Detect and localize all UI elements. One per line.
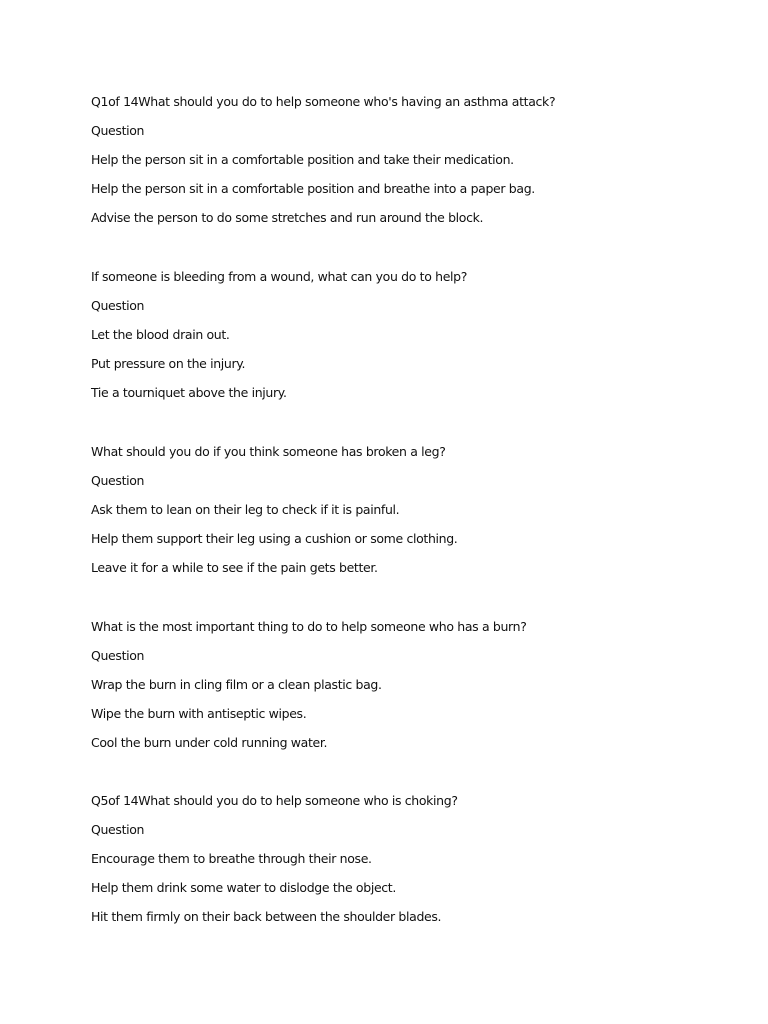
question-prompt: What is the most important thing to do to help someone who has a burn? [91,619,527,634]
answer-option: Help the person sit in a comfortable position and take their medication. [91,152,514,167]
question-prompt: Q5of 14What should you do to help someone who is choking? [91,793,458,808]
answer-option: Help them support their leg using a cushion or some clothing. [91,531,458,546]
question-block-4 [91,619,731,764]
answer-option: Put pressure on the injury. [91,356,246,371]
question-prompt: If someone is bleeding from a wound, what can you do to help? [91,269,468,284]
answer-option: Help the person sit in a comfortable position and breathe into a paper bag. [91,181,535,196]
question-block-3 [91,444,731,589]
answer-option: Ask them to lean on their leg to check if it is painful. [91,502,400,517]
question-prompt: What should you do if you think someone has broken a leg? [91,444,446,459]
question-block-1 [91,94,731,239]
question-block-5 [91,793,731,938]
answer-option: Tie a tourniquet above the injury. [91,385,287,400]
answer-option: Hit them firmly on their back between the shoulder blades. [91,909,442,924]
answer-option: Help them drink some water to dislodge the object. [91,880,396,895]
answer-option: Cool the burn under cold running water. [91,735,328,750]
question-label: Question [91,822,145,837]
question-prompt: Q1of 14What should you do to help someone who's having an asthma attack? [91,94,556,109]
answer-option: Wrap the burn in cling film or a clean plastic bag. [91,677,382,692]
answer-option: Leave it for a while to see if the pain gets better. [91,560,378,575]
answer-option: Advise the person to do some stretches and run around the block. [91,210,484,225]
answer-option: Wipe the burn with antiseptic wipes. [91,706,307,721]
question-label: Question [91,123,145,138]
answer-option: Let the blood drain out. [91,327,230,342]
question-label: Question [91,648,145,663]
question-block-2 [91,269,731,414]
question-label: Question [91,473,145,488]
answer-option: Encourage them to breathe through their nose. [91,851,372,866]
question-label: Question [91,298,145,313]
